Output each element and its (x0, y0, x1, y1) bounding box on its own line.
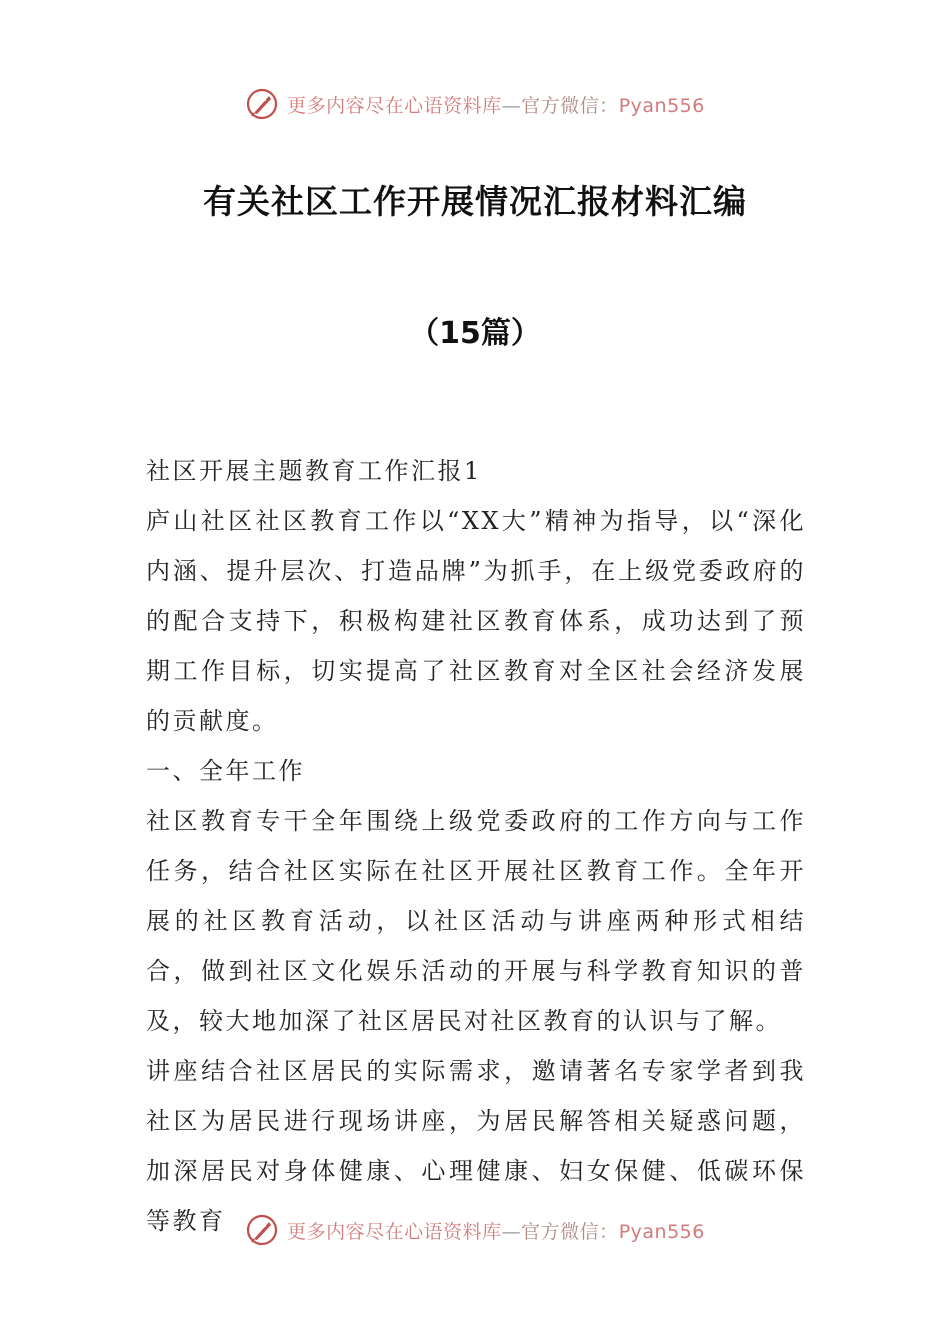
watermark-brand: 更多内容尽在心语资料库 (287, 1220, 502, 1243)
watermark-contact-label: 官方微信： (521, 94, 619, 117)
quill-logo-icon (245, 87, 279, 121)
footer-watermark (0, 1210, 950, 1250)
document-subtitle: （15篇） (409, 316, 541, 351)
watermark-wechat-id: Pyan556 (618, 1220, 705, 1243)
header-watermark (0, 84, 950, 124)
paragraph-lectures: 讲座结合社区居民的实际需求，邀请著名专家学者到我社区为居民进行现场讲座，为居民解答相关疑惑问题，加深居民对身体健康、心理健康、妇女保健、低碳环保等教育 (146, 1057, 806, 1235)
paragraph-intro: 庐山社区社区教育工作以“XX大”精神为指导，以“深化内涵、提升层次、打造品牌”为抓手，在上级党委政府的的配合支持下，积极构建社区教育体系，成功达到了预期工作目标，切实提高了社区教育对全区社会经济发展的贡献度。 (146, 507, 806, 735)
section-title: 社区开展主题教育工作汇报1 (146, 457, 482, 485)
quill-logo-icon (245, 1213, 279, 1247)
heading-annual-work: 一、全年工作 (146, 757, 305, 785)
watermark-separator: — (501, 1220, 522, 1243)
watermark-separator: — (501, 94, 522, 117)
document-body (146, 446, 806, 1246)
paragraph-annual-work: 社区教育专干全年围绕上级党委政府的工作方向与工作任务，结合社区实际在社区开展社区教育工作。全年开展的社区教育活动，以社区活动与讲座两种形式相结合，做到社区文化娱乐活动的开展与科学教育知识的普及，较大地加深了社区居民对社区教育的认识与了解。 (146, 807, 806, 1035)
watermark-contact-label: 官方微信： (521, 1220, 619, 1243)
watermark-brand: 更多内容尽在心语资料库 (287, 94, 502, 117)
watermark-wechat-id: Pyan556 (618, 94, 705, 117)
document-title: 有关社区工作开展情况汇报材料汇编 (203, 182, 747, 221)
